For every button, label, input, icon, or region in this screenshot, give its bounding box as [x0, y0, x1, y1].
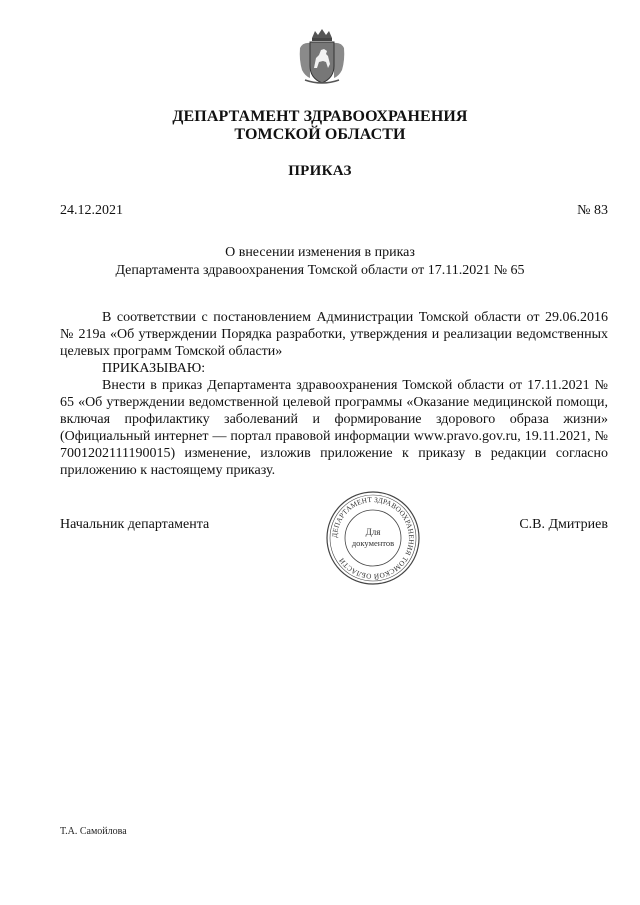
document-date: 24.12.2021 [60, 203, 123, 218]
coat-of-arms-icon [297, 28, 347, 86]
stamp-center-line2: документов [351, 538, 395, 548]
document-number: № 83 [577, 203, 608, 218]
body-paragraph-legal-basis: В соответствии с постановлением Администрации Томской области от 29.06.2016 № 219а «Об утверждении Порядка разработки, утверждения и реализации ведомственных целевых программ Томской области» [60, 310, 608, 359]
order-word: ПРИКАЗЫВАЮ: [102, 361, 206, 376]
executor-name: Т.А. Самойлова [60, 826, 127, 837]
subject-line1: О внесении изменения в приказ [225, 245, 415, 260]
organization-name-line2: ТОМСКОЙ ОБЛАСТИ [234, 126, 406, 143]
signatory-name: С.В. Дмитриев [519, 517, 608, 532]
document-type: ПРИКАЗ [288, 163, 352, 179]
organization-name-line1: ДЕПАРТАМЕНТ ЗДРАВООХРАНЕНИЯ [172, 108, 468, 125]
official-stamp-icon [325, 490, 421, 586]
signatory-title: Начальник департамента [60, 517, 210, 532]
stamp-center-line1: Для [365, 527, 381, 537]
stamp-outer-text: ДЕПАРТАМЕНТ ЗДРАВООХРАНЕНИЯ ТОМСКОЙ ОБЛАСТИ [330, 495, 416, 581]
body-paragraph-order: Внести в приказ Департамента здравоохранения Томской области от 17.11.2021 № 65 «Об утверждении ведомственной целевой программы «Оказание медицинской помощи, включая профилактику заболеваний и формирование здорового образа жизни» (Официальный интернет — портал правовой информации www.pravo.gov.ru, 19.11.2021, № 7001202111190015) изменение, изложив приложение к приказу в редакции согласно приложению к настоящему приказу. [60, 378, 608, 478]
subject-line2: Департамента здравоохранения Томской области от 17.11.2021 № 65 [115, 263, 525, 278]
